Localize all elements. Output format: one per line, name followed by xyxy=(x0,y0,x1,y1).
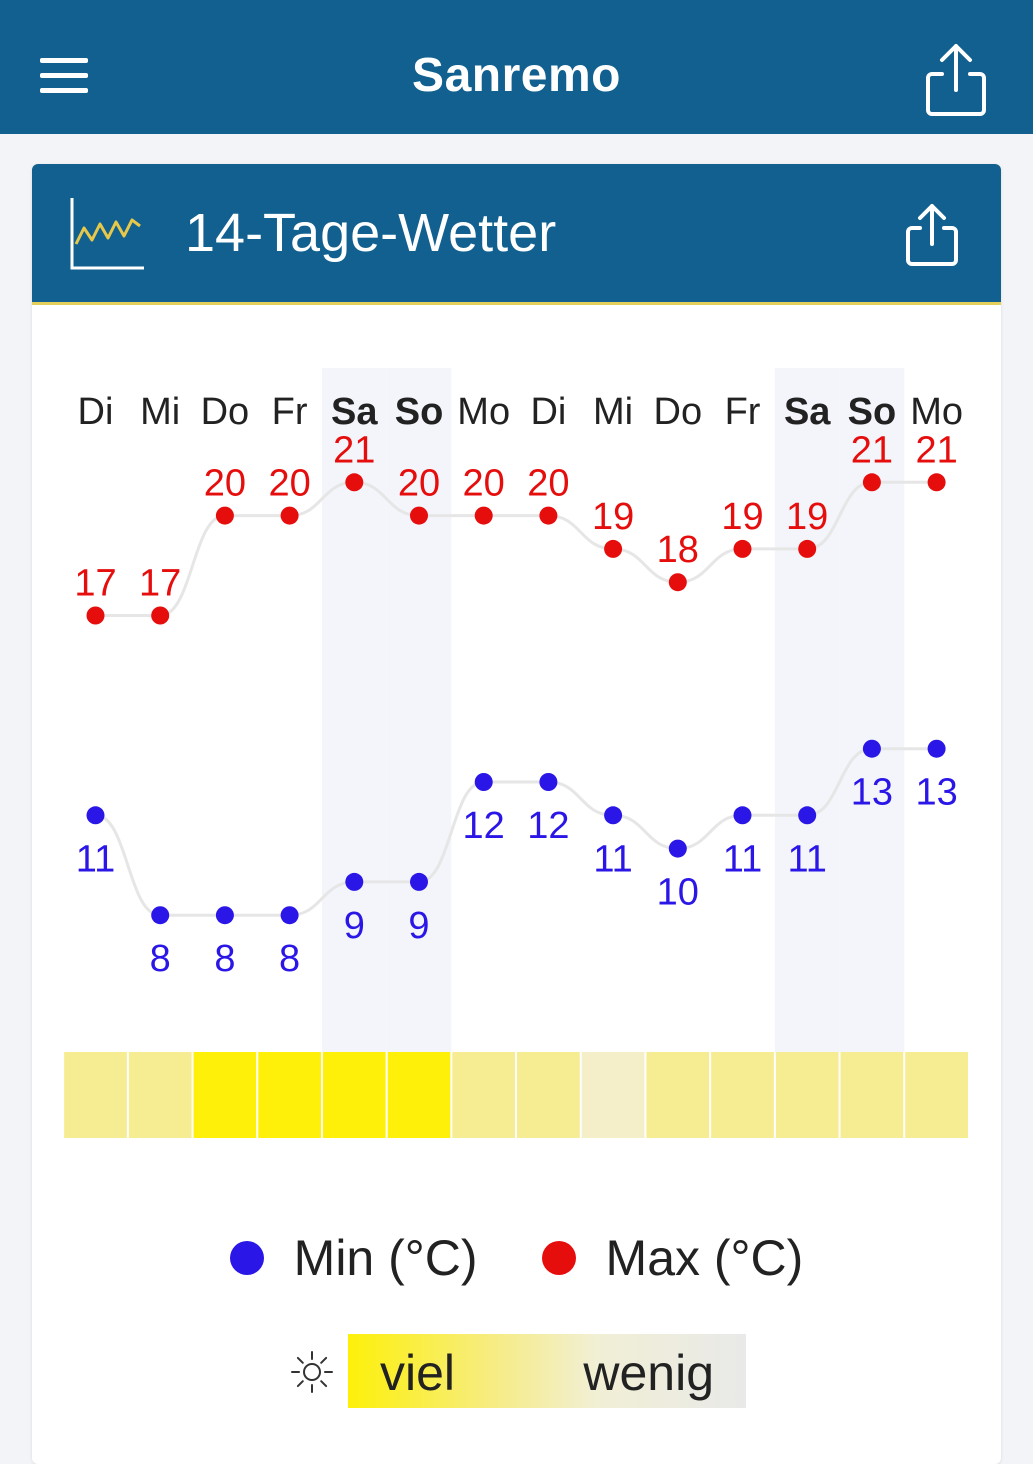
day-label: Do xyxy=(200,391,250,433)
min-point xyxy=(216,906,234,924)
sunshine-cell xyxy=(323,1052,386,1138)
min-label: 13 xyxy=(915,771,958,814)
sunshine-cell xyxy=(905,1052,968,1138)
min-point xyxy=(604,806,622,824)
sunshine-cell xyxy=(64,1052,127,1138)
sunshine-cell xyxy=(258,1052,321,1138)
card-title: 14-Tage-Wetter xyxy=(185,203,557,263)
day-label: Mo xyxy=(457,391,511,433)
sunshine-cell xyxy=(388,1052,451,1138)
day-label: Do xyxy=(653,391,703,433)
min-label: 11 xyxy=(75,838,116,881)
max-label: 21 xyxy=(850,429,894,472)
min-point xyxy=(928,740,946,758)
day-label: Sa xyxy=(783,391,831,433)
max-point xyxy=(669,573,687,591)
sunshine-scale xyxy=(348,1334,746,1408)
min-label: 8 xyxy=(149,938,171,981)
sunshine-cell xyxy=(194,1052,257,1138)
min-point xyxy=(475,773,493,791)
sunshine-high-label: viel xyxy=(380,1345,456,1401)
app-bar xyxy=(0,0,1033,134)
sunshine-cell xyxy=(452,1052,515,1138)
sunshine-cell xyxy=(776,1052,839,1138)
min-label: 10 xyxy=(656,871,699,914)
min-label: 12 xyxy=(462,805,505,847)
sunshine-cell xyxy=(517,1052,580,1138)
min-label: 11 xyxy=(787,838,827,881)
max-point xyxy=(928,473,946,491)
min-point xyxy=(798,806,816,824)
day-label: Di xyxy=(77,391,114,433)
max-label: 17 xyxy=(74,562,117,605)
max-label: 21 xyxy=(915,429,958,472)
day-label: So xyxy=(847,391,897,433)
max-label: 19 xyxy=(591,495,635,538)
max-point xyxy=(410,507,428,525)
page-title: Sanremo xyxy=(412,49,621,102)
chart-legend xyxy=(32,1228,1001,1288)
max-label: 19 xyxy=(721,495,764,538)
legend-min-label: Min (°C) xyxy=(293,1230,478,1286)
min-label: 12 xyxy=(527,805,570,847)
day-label: Sa xyxy=(331,391,378,433)
legend-min-dot xyxy=(230,1241,264,1275)
max-point xyxy=(87,607,105,625)
min-label: 9 xyxy=(408,904,430,947)
min-label: 13 xyxy=(850,771,894,814)
min-point xyxy=(539,773,557,791)
max-point xyxy=(539,507,557,525)
min-point xyxy=(281,906,299,924)
min-label: 9 xyxy=(343,904,365,947)
day-label: Mi xyxy=(593,391,634,433)
legend-max-dot xyxy=(542,1241,576,1275)
max-label: 21 xyxy=(333,429,376,472)
max-label: 20 xyxy=(203,462,247,505)
max-label: 20 xyxy=(397,462,441,505)
min-label: 11 xyxy=(722,838,763,881)
min-label: 8 xyxy=(214,938,236,981)
max-label: 19 xyxy=(786,495,829,538)
sunshine-cell xyxy=(582,1052,645,1138)
day-label: So xyxy=(394,391,444,433)
sunshine-cell xyxy=(711,1052,774,1138)
min-label: 11 xyxy=(593,838,633,881)
min-point xyxy=(410,873,428,891)
sunshine-low-label: wenig xyxy=(583,1345,714,1401)
legend-max xyxy=(542,1229,804,1287)
weekend-band xyxy=(775,368,840,1052)
sunshine-cell xyxy=(129,1052,192,1138)
max-point xyxy=(734,540,752,558)
min-point xyxy=(863,740,881,758)
max-label: 17 xyxy=(139,562,182,605)
max-label: 20 xyxy=(268,462,311,505)
min-point xyxy=(669,840,687,858)
min-point xyxy=(87,806,105,824)
max-label: 18 xyxy=(656,529,699,572)
min-point xyxy=(345,873,363,891)
forecast-card xyxy=(32,164,1001,1464)
max-point xyxy=(604,540,622,558)
day-label: Di xyxy=(530,391,567,433)
share-icon[interactable] xyxy=(918,40,994,120)
sunshine-legend xyxy=(290,1332,750,1408)
max-point xyxy=(798,540,816,558)
max-point xyxy=(475,507,493,525)
sunshine-cell xyxy=(646,1052,709,1138)
min-point xyxy=(734,806,752,824)
max-point xyxy=(863,473,881,491)
day-label: Mi xyxy=(140,391,181,433)
day-label: Fr xyxy=(724,391,761,433)
max-label: 20 xyxy=(527,462,570,505)
legend-min xyxy=(230,1229,478,1287)
sun-icon xyxy=(290,1350,334,1394)
max-label: 20 xyxy=(462,462,505,505)
max-point xyxy=(151,607,169,625)
legend-max-label: Max (°C) xyxy=(605,1230,804,1286)
min-point xyxy=(151,906,169,924)
day-label: Fr xyxy=(271,391,308,433)
min-label: 8 xyxy=(279,938,301,981)
sunshine-cell xyxy=(841,1052,904,1138)
max-point xyxy=(216,507,234,525)
day-label: Mo xyxy=(910,391,963,433)
max-point xyxy=(281,507,299,525)
temperature-chart xyxy=(32,164,1001,1224)
max-point xyxy=(345,473,363,491)
